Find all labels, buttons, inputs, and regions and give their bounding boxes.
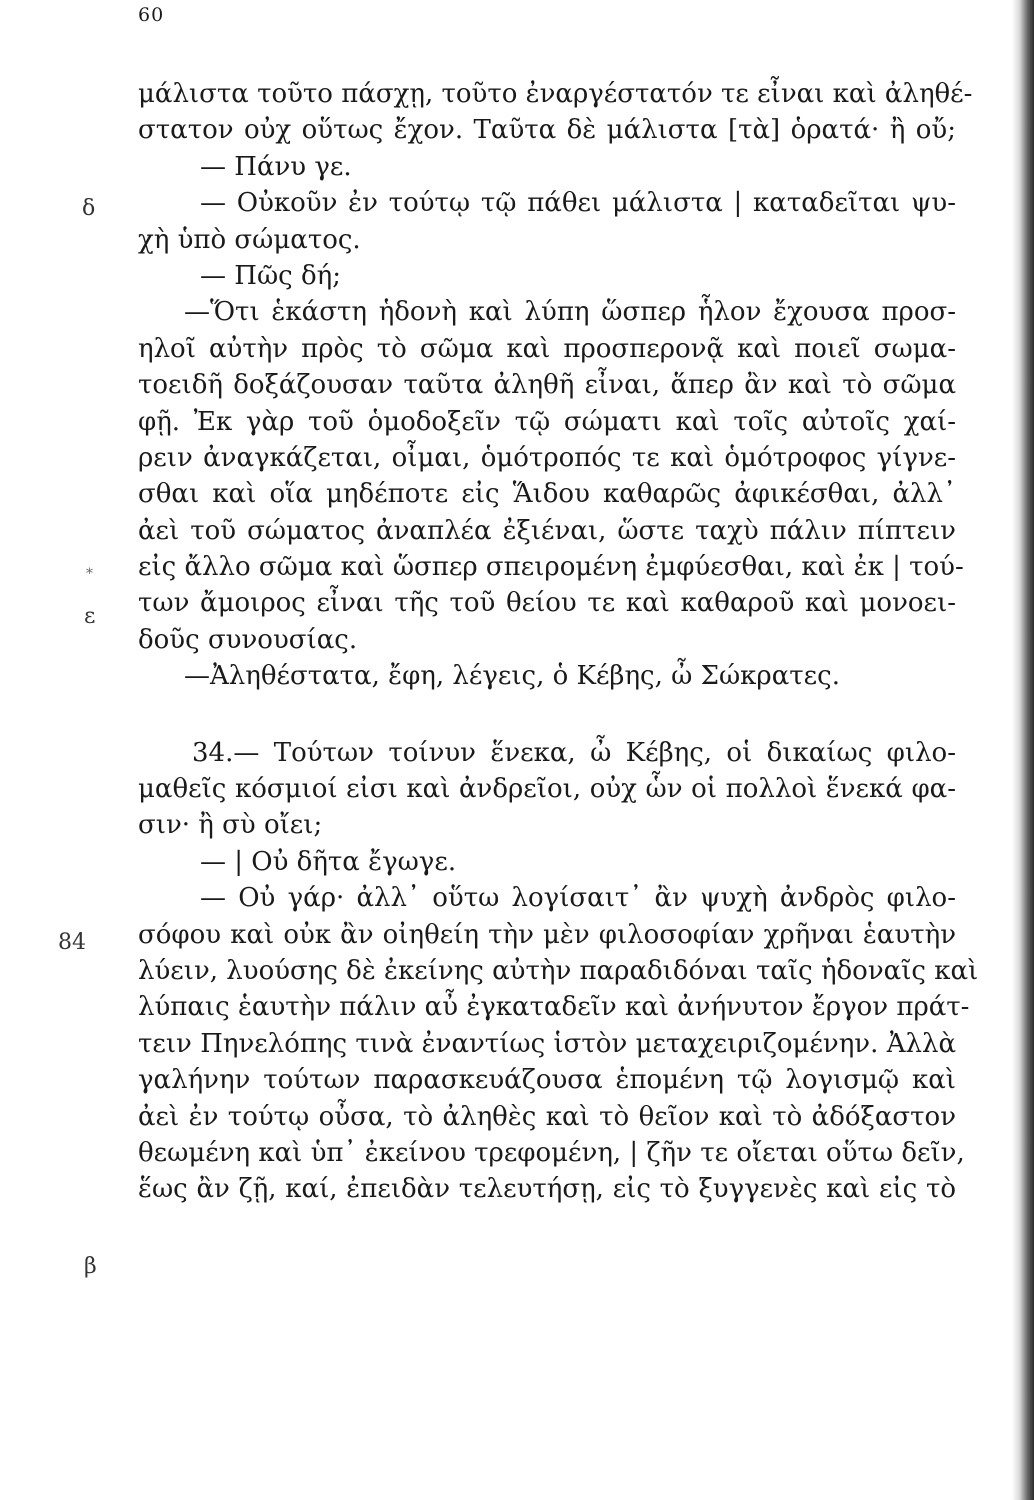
margin-letter-beta: β bbox=[84, 1254, 97, 1279]
text-line: ἕως ἂν ζῇ, καί, ἐπειδὰν τελευτήσῃ, εἰς τὸ ξυγγενὲς καὶ εἰς τὸ bbox=[138, 1174, 956, 1205]
text-line: ἀεὶ ἐν τούτῳ οὖσα, τὸ ἀληθὲς καὶ τὸ θεῖον καὶ τὸ ἀδόξαστον bbox=[138, 1101, 956, 1132]
dialogue-line: —Ὅτι ἑκάστη ἡδονὴ καὶ λύπη ὥσπερ ἧλον ἔχουσα προσ- bbox=[184, 297, 956, 328]
text-line: σθαι καὶ οἵα μηδέποτε εἰς Ἅιδου καθαρῶς ἀφικέσθαι, ἀλλ᾽ bbox=[138, 479, 956, 510]
page-number: 60 bbox=[138, 4, 165, 26]
text-line: των ἄμοιρος εἶναι τῆς τοῦ θείου τε καὶ καθαροῦ καὶ μονοει- bbox=[138, 588, 956, 619]
margin-letter-epsilon: ε bbox=[84, 604, 96, 629]
text-line: ρειν ἀναγκάζεται, οἶμαι, ὁμότροπός τε καὶ ὁμότροφος γίγνε- bbox=[138, 442, 956, 473]
dialogue-line: — Πάνυ γε. bbox=[200, 151, 352, 182]
section-gap bbox=[138, 695, 956, 735]
margin-letter-delta: δ bbox=[82, 196, 96, 221]
text-line: στατον οὐχ οὕτως ἔχον. Ταῦτα δὲ μάλιστα [τὰ] ὁρατά· ἢ οὔ; bbox=[138, 115, 956, 146]
text-line: γαλήνην τούτων παρασκευάζουσα ἑπομένη τῷ λογισμῷ καὶ bbox=[138, 1065, 956, 1096]
text-line: λύπαις ἑαυτὴν πάλιν αὖ ἐγκαταδεῖν καὶ ἀνήνυτον ἔργον πράτ- bbox=[138, 992, 970, 1023]
text-line: φῇ. Ἐκ γὰρ τοῦ ὁμοδοξεῖν τῷ σώματι καὶ τοῖς αὐτοῖς χαί- bbox=[138, 406, 956, 437]
margin-stephanus-84: 84 bbox=[58, 930, 86, 955]
section-34-opening: 34.— Τούτων τοίνυν ἕνεκα, ὦ Κέβης, οἱ δικαίως φιλο- bbox=[192, 737, 956, 768]
text-line: δοῦς συνουσίας. bbox=[138, 624, 358, 655]
dialogue-line: — Οὐ γάρ· ἀλλ᾽ οὕτω λογίσαιτ᾽ ἂν ψυχὴ ἀνδρὸς φιλο- bbox=[200, 883, 956, 914]
text-line: χὴ ὑπὸ σώματος. bbox=[138, 224, 361, 255]
dialogue-line: —Ἀληθέστατα, ἔφη, λέγεις, ὁ Κέβης, ὦ Σώκρατες. bbox=[184, 661, 840, 692]
text-line: μαθεῖς κόσμιοί εἰσι καὶ ἀνδρεῖοι, οὐχ ὧν οἱ πολλοὶ ἕνεκά φα- bbox=[138, 774, 956, 805]
text-line: εἰς ἄλλο σῶμα καὶ ὥσπερ σπειρομένη ἐμφύεσθαι, καὶ ἐκ | τού- bbox=[138, 552, 964, 583]
text-line: τειν Πηνελόπης τινὰ ἐναντίως ἱστὸν μεταχειριζομένην. Ἀλλὰ bbox=[138, 1028, 956, 1059]
text-line: ηλοῖ αὐτὴν πρὸς τὸ σῶμα καὶ προσπερονᾷ καὶ ποιεῖ σωμα- bbox=[138, 333, 956, 364]
text-line: μάλιστα τοῦτο πάσχῃ, τοῦτο ἐναργέστατόν τε εἶναι καὶ ἀληθέ- bbox=[138, 79, 973, 109]
margin-stray-mark: * bbox=[86, 566, 93, 582]
text-line: θεωμένη καὶ ὑπ᾽ ἐκείνου τρεφομένη, | ζῆν τε οἴεται οὕτω δεῖν, bbox=[138, 1137, 965, 1168]
dialogue-line: — | Οὐ δῆτα ἔγωγε. bbox=[200, 846, 457, 877]
text-line: τοειδῆ δοξάζουσαν ταῦτα ἀληθῆ εἶναι, ἅπερ ἂν καὶ τὸ σῶμα bbox=[138, 370, 956, 401]
body-text bbox=[138, 76, 979, 1208]
page-edge-shadow bbox=[1012, 0, 1034, 1500]
text-line: σόφου καὶ οὐκ ἂν οἰηθείη τὴν μὲν φιλοσοφίαν χρῆναι ἑαυτὴν bbox=[138, 919, 956, 950]
dialogue-line: — Οὐκοῦν ἐν τούτῳ τῷ πάθει μάλιστα | καταδεῖται ψυ- bbox=[200, 188, 956, 219]
text-line: σιν· ἢ σὺ οἴει; bbox=[138, 810, 323, 841]
dialogue-line: — Πῶς δή; bbox=[200, 260, 341, 291]
text-line: λύειν, λυούσης δὲ ἐκείνης αὐτὴν παραδιδόναι ταῖς ἡδοναῖς καὶ bbox=[138, 955, 979, 986]
text-line: ἀεὶ τοῦ σώματος ἀναπλέα ἐξιέναι, ὥστε ταχὺ πάλιν πίπτειν bbox=[138, 515, 956, 546]
